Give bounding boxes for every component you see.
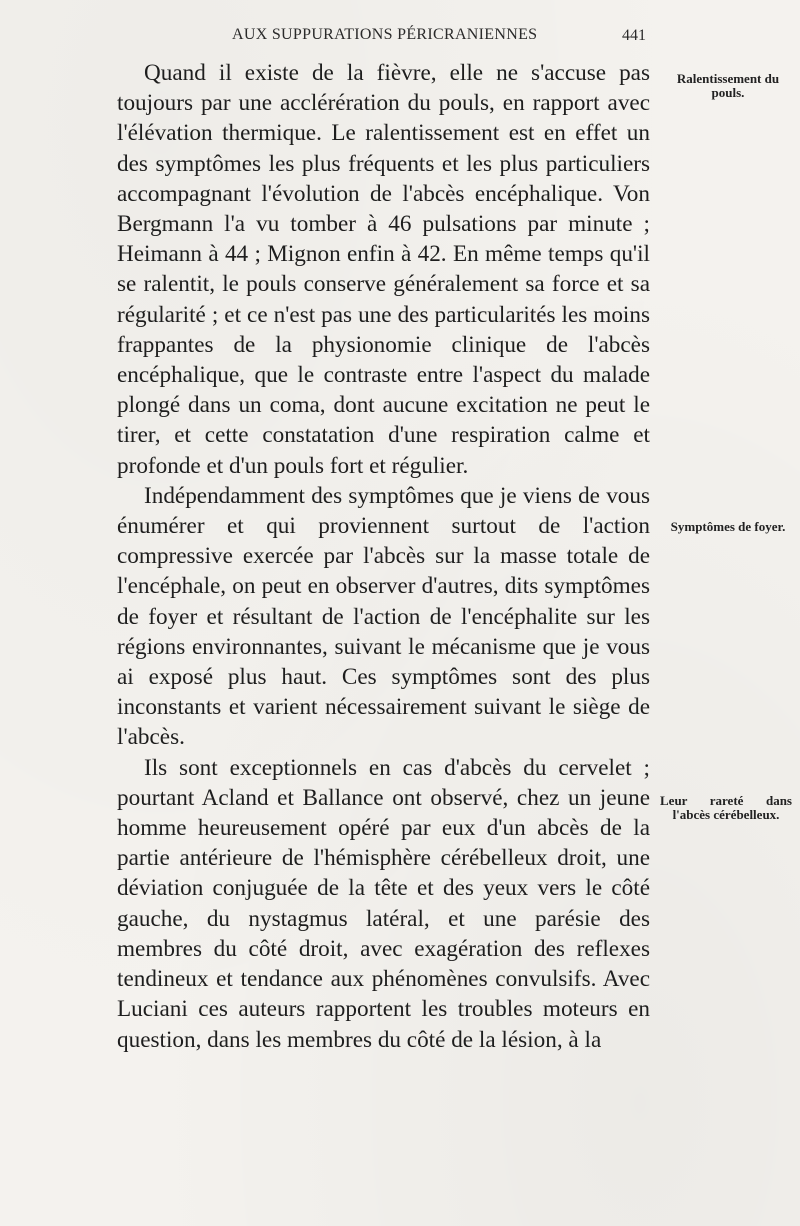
paragraph-cerebellum: Ils sont exceptionnels en cas d'abcès du cervelet ; pourtant Acland et Ballance ont observé, chez un jeune homme heureusement opéré par eux d'un abcès de la partie antérieure de l'hémisphère cérébelleux droit, une déviation conjuguée de la tête et des yeux vers le côté gauche, du nystagmus latéral, et une parésie des membres du côté droit, avec exagération des reflexes tendineux et tendance aux phénomènes convulsifs. Avec Luciani ces auteurs rapportent les troubles moteurs en question, dans les membres du côté de la lésion, à la <box>117 754 650 1053</box>
margin-note-cerebellar-abscess: Leur rareté dans l'abcès cérébelleux. <box>660 793 792 822</box>
running-head: AUX SUPPURATIONS PÉRICRANIENNES <box>232 26 538 43</box>
margin-note-focal-symptoms: Symptômes de foyer. <box>670 519 786 534</box>
margin-note-pulse: Ralentissement du pouls. <box>676 71 780 100</box>
page-number: 441 <box>622 27 646 44</box>
paragraph-pulse: Quand il existe de la fièvre, elle ne s'accuse pas toujours par une acclérération du pouls, en rapport avec l'élévation thermique. Le ralentissement est en effet un des symptômes les plus fréquents et les plus particuliers accompagnant l'évolution de l'abcès encéphalique. Von Bergmann l'a vu tomber à 46 pulsations par minute ; Heimann à 44 ; Mignon enfin à 42. En même temps qu'il se ralentit, le pouls conserve généralement sa force et sa régularité ; et ce n'est pas une des particularités les moins frappantes de la physionomie clinique de l'abcès encéphalique, que le contraste entre l'aspect du malade plongé dans un coma, dont aucune excitation ne peut le tirer, et cette constatation d'une respiration calme et profonde et d'un pouls fort et régulier. <box>117 60 650 479</box>
body-text <box>117 58 650 1055</box>
paragraph-focal-symptoms: Indépendamment des symptômes que je viens de vous énumérer et qui proviennent surtout de l'action compressive exercée par l'abcès sur la masse totale de l'encéphale, on peut en observer d'autres, dits symptômes de foyer et résultant de l'action de l'encéphalite sur les régions environnantes, suivant le mécanisme que je vous ai exposé plus haut. Ces symptômes sont des plus inconstants et varient nécessairement suivant le siège de l'abcès. <box>117 482 650 751</box>
